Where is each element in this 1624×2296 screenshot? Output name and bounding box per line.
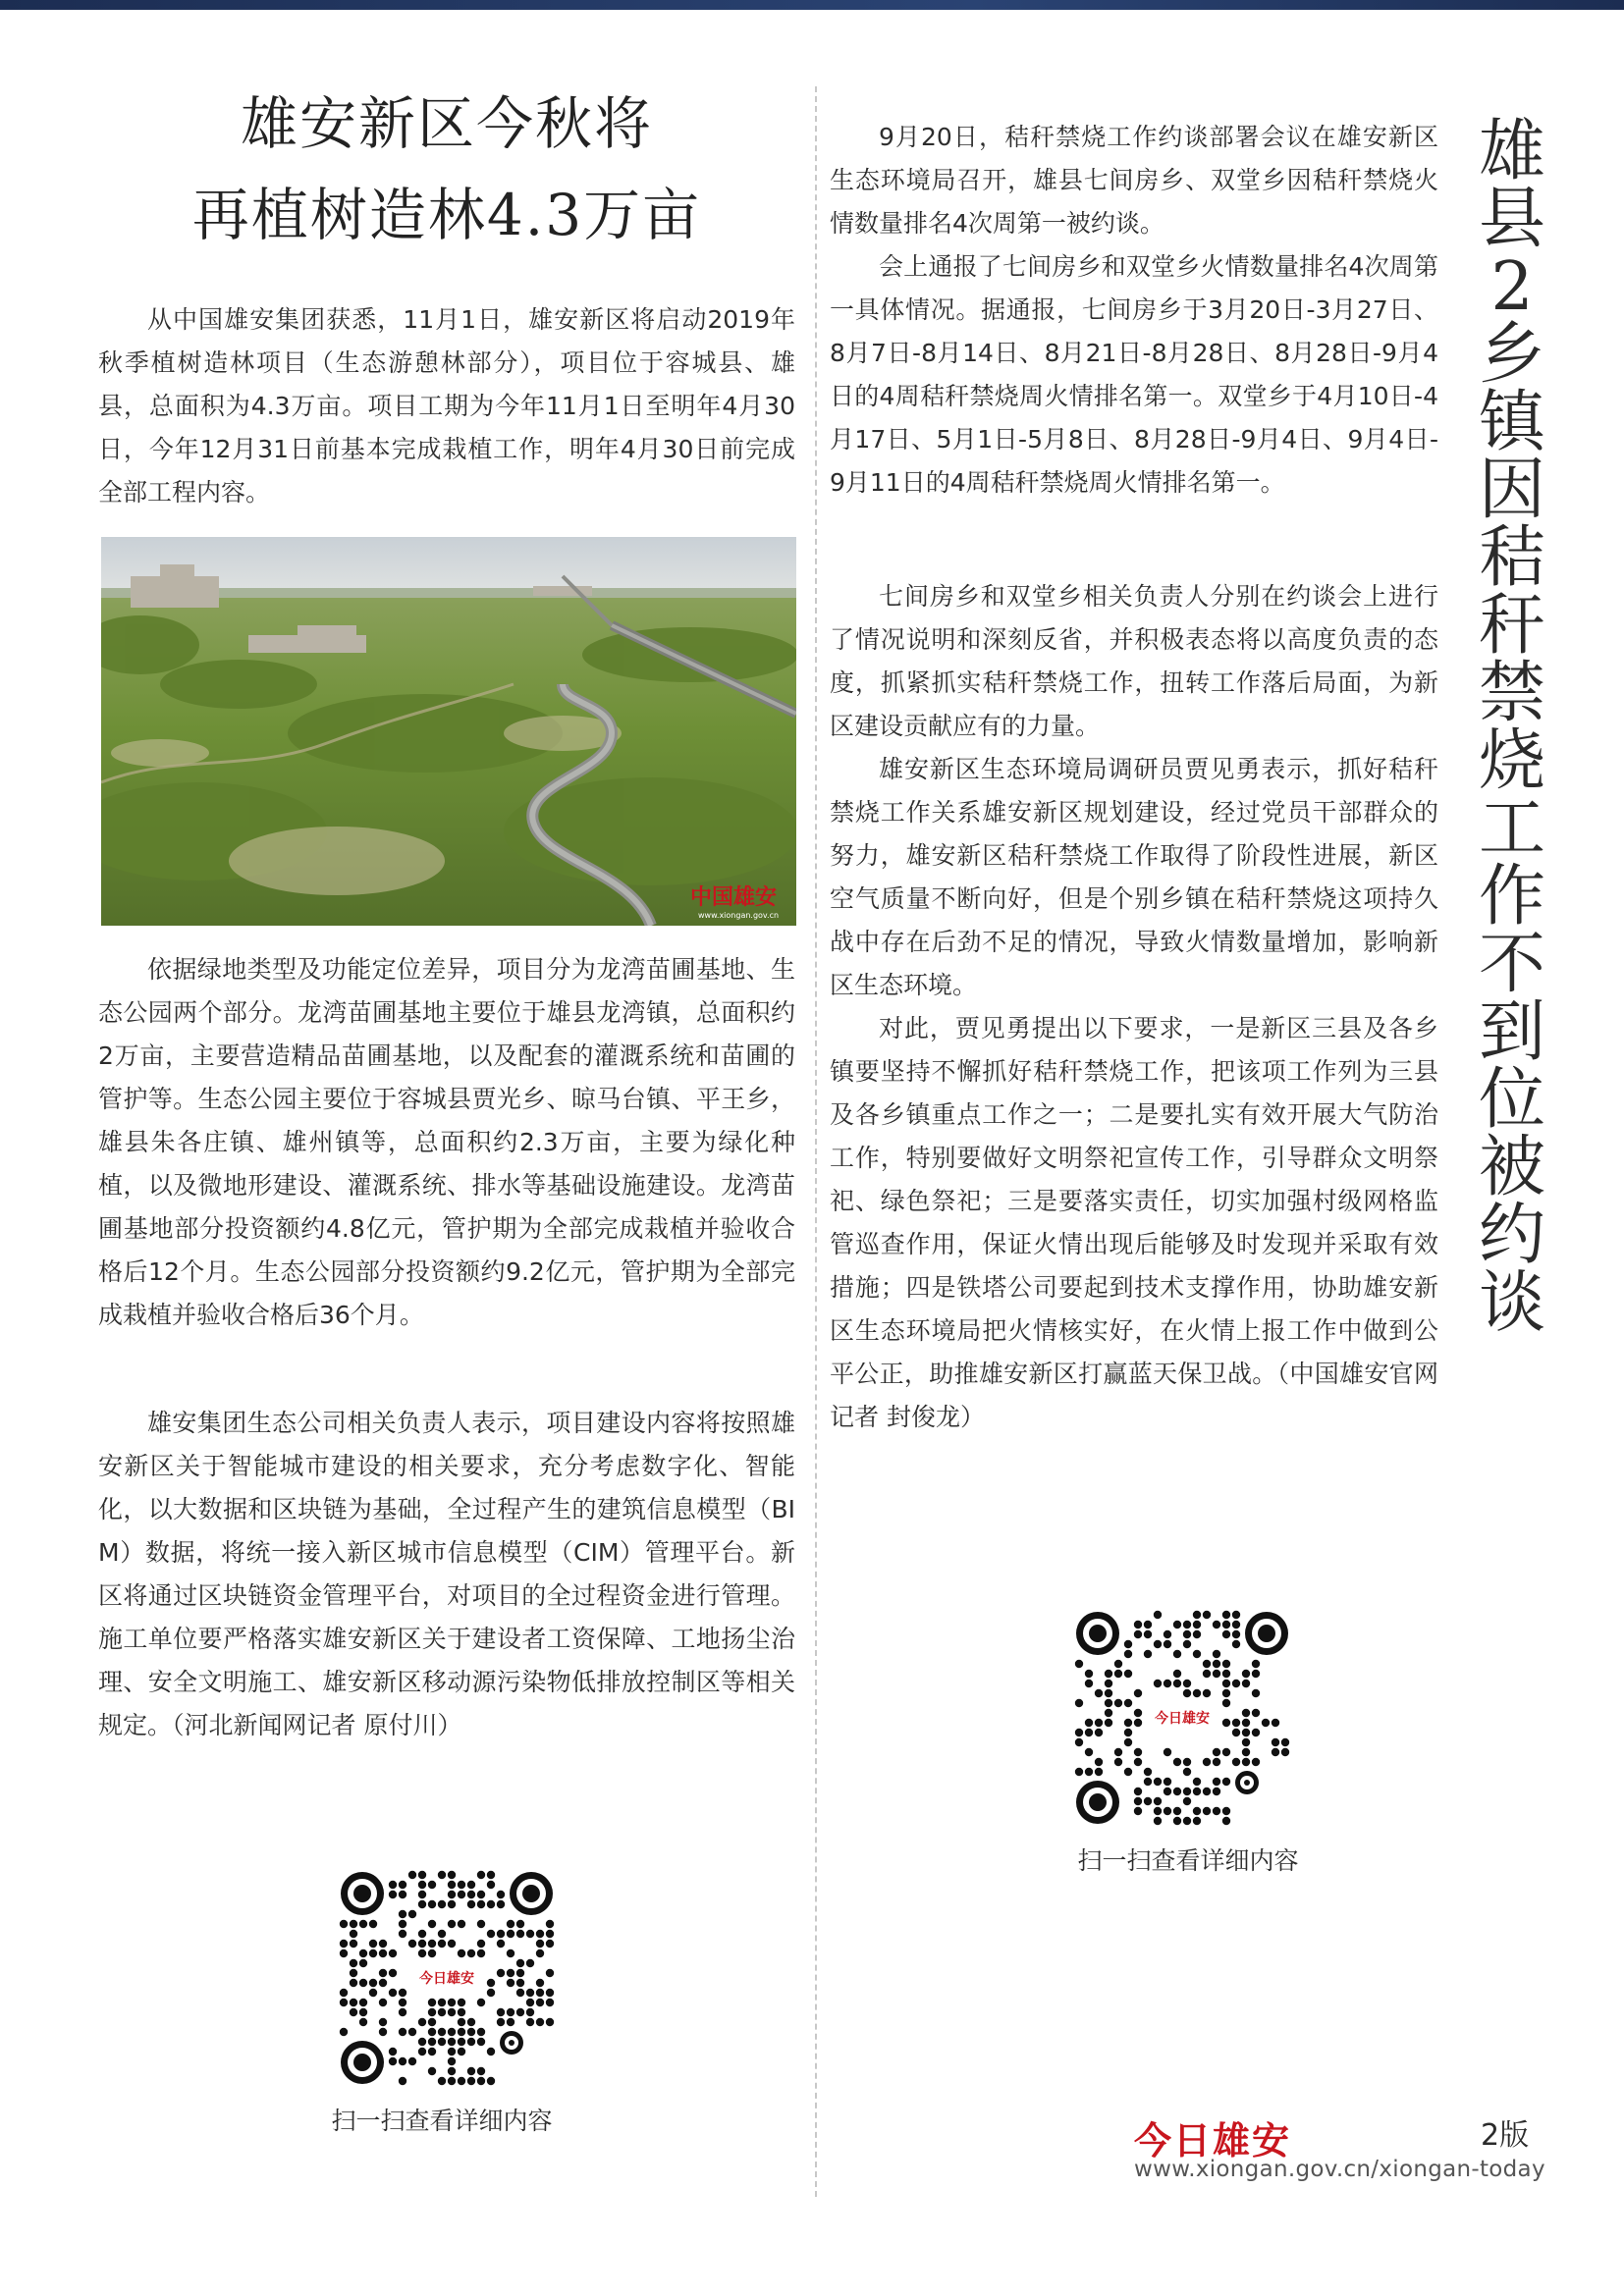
title-char: 乡 [1478,316,1545,394]
left-article-paragraph-3: 雄安集团生态公司相关负责人表示，项目建设内容将按照雄安新区关于智能城市建设的相关要求，充分考虑数字化、智能化，以大数据和区块链为基础，全过程产生的建筑信息模型（BIM）数据，将统一接入新区城市信息模型（CIM）管理平台。新区将通过区块链资金管理平台，对项目的全过程资金进行管理。施工单位要严格落实雄安新区关于建设者工资保障、工地扬尘治理、安全文明施工、雄安新区移动源污染物低排放控制区等相关规定。（河北新闻网记者 原付川） [98,1409,795,1739]
title-char: 位 [1478,1061,1545,1139]
title-char: 不 [1478,926,1545,1003]
title-char: 镇 [1478,384,1545,461]
qr-caption-right: 扫一扫查看详细内容 [1077,1846,1299,1875]
title-char: 秸 [1478,519,1545,597]
page-number: 2版 [1481,2118,1530,2153]
title-char: 烧 [1478,722,1545,800]
right-article-paragraph-1: 9月20日，秸秆禁烧工作约谈部署会议在雄安新区生态环境局召开，雄县七间房乡、双堂乡因秸秆禁烧火情数量排名4次周第一被约谈。 [830,123,1438,238]
title-char: 雄 [1478,113,1545,190]
title-char: 到 [1478,993,1545,1071]
left-article-title-line2: 再植树造林4.3万亩 [191,182,702,248]
left-article-paragraph-1: 从中国雄安集团获悉，11月1日，雄安新区将启动2019年秋季植树造林项目（生态游憩林部分），项目位于容城县、雄县，总面积为4.3万亩。项目工期为今年11月1日至明年4月30日，今年12月31日前基本完成栽植工作，明年4月30日前完成全部工程内容。 [98,305,795,507]
title-char: 秆 [1478,587,1545,665]
title-char: 约 [1478,1197,1545,1274]
column-divider [815,86,817,2197]
qr-caption-left: 扫一扫查看详细内容 [331,2107,553,2135]
footer-url[interactable]: www.xiongan.gov.cn/xiongan-today [1134,2157,1545,2182]
title-char: 谈 [1478,1264,1545,1342]
title-char: 因 [1478,452,1545,529]
photo-watermark-url: www.xiongan.gov.cn [698,911,780,920]
right-article-paragraph-5: 对此，贾见勇提出以下要求，一是新区三县及各乡镇要坚持不懈抓好秸秆禁烧工作，把该项工作列为三县及各乡镇重点工作之一；二是要扎实有效开展大气防治工作，特别要做好文明祭祀宣传工作，引导群众文明祭祀、绿色祭祀；三是要落实责任，切实加强村级网格监管巡查作用，保证火情出现后能够及时发现并采取有效措施；四是铁塔公司要起到技术支撑作用，协助雄安新区生态环境局把火情核实好，在火情上报工作中做到公平公正，助推雄安新区打赢蓝天保卫战。（中国雄安官网记者 封俊龙） [830,1014,1438,1431]
left-article-title-line1: 雄安新区今秋将 [240,90,653,157]
title-char: 工 [1478,790,1545,868]
qr-code-left[interactable] [339,1870,555,2086]
qr-code-right[interactable] [1074,1610,1290,1826]
right-article-vertical-title [1473,113,1551,1345]
left-article-paragraph-2: 依据绿地类型及功能定位差异，项目分为龙湾苗圃基地、生态公园两个部分。龙湾苗圃基地主要位于雄县龙湾镇，总面积约2万亩，主要营造精品苗圃基地，以及配套的灌溉系统和苗圃的管护等。生态公园主要位于容城县贾光乡、晾马台镇、平王乡，雄县朱各庄镇、雄州镇等，总面积约2.3万亩，主要为绿化种植，以及微地形建设、灌溉系统、排水等基础设施建设。龙湾苗圃基地部分投资额约4.8亿元，管护期为全部完成栽植并验收合格后12个月。生态公园部分投资额约9.2亿元，管护期为全部完成栽植并验收合格后36个月。 [98,955,795,1329]
title-char: 作 [1478,858,1545,935]
qr-logo-left: 今日雄安 [419,1971,474,1987]
afforestation-aerial-photo [101,537,796,926]
photo-watermark-logo: 中国雄安 [690,884,778,910]
title-char: 2 [1490,248,1534,326]
title-char: 县 [1478,181,1545,258]
right-article-paragraph-3: 七间房乡和双堂乡相关负责人分别在约谈会上进行了情况说明和深刻反省，并积极表态将以高度负责的态度，抓紧抓实秸秆禁烧工作，扭转工作落后局面，为新区建设贡献应有的力量。 [830,582,1438,740]
title-char: 禁 [1478,655,1545,732]
right-article-paragraph-2: 会上通报了七间房乡和双堂乡火情数量排名4次周第一具体情况。据通报，七间房乡于3月20日-3月27日、8月7日-8月14日、8月21日-8月28日、8月28日-9月4日的4周秸秆禁烧周火情排名第一。双堂乡于4月10日-4月17日、5月1日-5月8日、8月28日-9月4日、9月4日-9月11日的4周秸秆禁烧周火情排名第一。 [830,252,1438,497]
qr-logo-right: 今日雄安 [1155,1711,1210,1727]
right-article-paragraph-4: 雄安新区生态环境局调研员贾见勇表示，抓好秸秆禁烧工作关系雄安新区规划建设，经过党员干部群众的努力，雄安新区秸秆禁烧工作取得了阶段性进展，新区空气质量不断向好，但是个别乡镇在秸秆禁烧这项持久战中存在后劲不足的情况，导致火情数量增加，影响新区生态环境。 [830,755,1438,999]
top-bar [0,0,1624,10]
footer-logo: 今日雄安 [1134,2118,1292,2163]
title-char: 被 [1478,1129,1545,1206]
